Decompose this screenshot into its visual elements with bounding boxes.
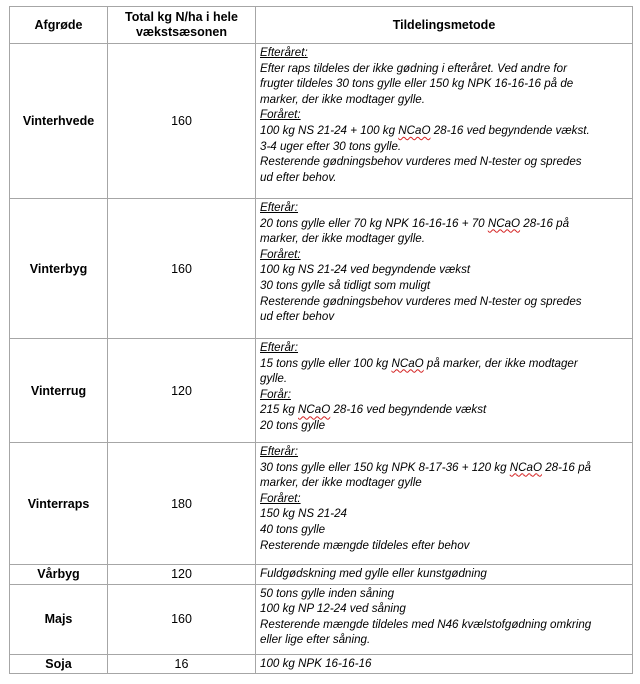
page: [9, 6, 633, 674]
season-label: Efterår:: [260, 341, 299, 354]
method-line: Fuldgødskning med gylle eller kunstgødning: [260, 567, 487, 580]
fertilizer-table: [9, 6, 633, 674]
method-line: 100 kg NPK 16-16-16: [260, 656, 372, 670]
table-row: [10, 654, 633, 674]
table-row: [10, 584, 633, 654]
method-cell: [256, 443, 633, 565]
season-label: Foråret:: [260, 491, 301, 505]
header-total: [108, 7, 256, 44]
method-line: gylle.: [260, 372, 288, 386]
crop-cell: Vinterrug: [10, 339, 108, 443]
method-line: 40 tons gylle: [260, 522, 326, 536]
method-cell: [256, 565, 633, 585]
method-line: 15 tons gylle eller 100 kg NCaO på marker, der ikke modtager: [260, 356, 578, 370]
method-line: 30 tons gylle eller 150 kg NPK 8-17-36 + 120 kg NCaO 28-16 på: [260, 460, 591, 474]
method-line: ud efter behov: [260, 310, 335, 324]
method-line: 100 kg NS 21-24 + 100 kg NCaO 28-16 ved begyndende vækst.: [260, 123, 590, 137]
season-label: Foråret:: [260, 108, 301, 122]
total-n-cell: 180: [108, 443, 256, 565]
crop-cell: Vinterbyg: [10, 199, 108, 339]
method-cell: [256, 339, 633, 443]
method-line: Resterende gødningsbehov vurderes med N-tester og spredes: [260, 294, 582, 308]
method-cell: [256, 654, 633, 674]
method-line: Resterende mængde tildeles efter behov: [260, 538, 470, 552]
season-label: Efteråret:: [260, 46, 308, 59]
method-cell: [256, 44, 633, 199]
header-crop: Afgrøde: [10, 7, 108, 44]
header-total-line2: vækstsæsonen: [135, 25, 227, 39]
header-total-line1: Total kg N/ha i hele: [125, 10, 238, 24]
table-row: [10, 339, 633, 443]
method-line: 215 kg NCaO 28-16 ved begyndende vækst: [260, 403, 487, 417]
method-line: 30 tons gylle så tidligt som muligt: [260, 278, 431, 292]
season-label: Foråret:: [260, 247, 301, 261]
method-line: 100 kg NP 12-24 ved såning: [260, 602, 406, 616]
method-line: ud efter behov.: [260, 170, 337, 184]
method-line: 100 kg NS 21-24 ved begyndende vækst: [260, 263, 471, 277]
table-header-row: [10, 7, 633, 44]
method-line: 20 tons gylle eller 70 kg NPK 16-16-16 + 70 NCaO 28-16 på: [260, 216, 570, 230]
method-line: Efter raps tildeles der ikke gødning i efteråret. Ved andre for: [260, 61, 567, 75]
table-row: [10, 443, 633, 565]
total-n-cell: 120: [108, 565, 256, 585]
season-label: Efterår:: [260, 445, 299, 458]
method-line: 50 tons gylle inden såning: [260, 586, 395, 600]
total-n-cell: 160: [108, 584, 256, 654]
table-row: [10, 565, 633, 585]
table-row: [10, 199, 633, 339]
method-cell: [256, 199, 633, 339]
total-n-cell: 16: [108, 654, 256, 674]
method-line: marker, der ikke modtager gylle.: [260, 232, 425, 246]
total-n-cell: 160: [108, 44, 256, 199]
method-line: 20 tons gylle: [260, 418, 326, 432]
total-n-cell: 120: [108, 339, 256, 443]
method-line: marker, der ikke modtager gylle: [260, 476, 422, 490]
method-cell: [256, 584, 633, 654]
header-method: Tildelingsmetode: [256, 7, 633, 44]
method-line: 150 kg NS 21-24: [260, 507, 348, 521]
method-line: Resterende gødningsbehov vurderes med N-tester og spredes: [260, 155, 582, 169]
table-body: [10, 44, 633, 674]
season-label: Efterår:: [260, 201, 299, 214]
crop-cell: Vinterhvede: [10, 44, 108, 199]
season-label: Forår:: [260, 387, 291, 401]
crop-cell: Soja: [10, 654, 108, 674]
crop-cell: Vårbyg: [10, 565, 108, 585]
method-line: marker, der ikke modtager gylle.: [260, 92, 425, 106]
crop-cell: Vinterraps: [10, 443, 108, 565]
method-line: eller lige efter såning.: [260, 633, 371, 647]
method-line: Resterende mængde tildeles med N46 kvælstofgødning omkring: [260, 617, 592, 631]
total-n-cell: 160: [108, 199, 256, 339]
method-line: frugter tildeles 30 tons gylle eller 150 kg NPK 16-16-16 på de: [260, 77, 574, 91]
method-line: 3-4 uger efter 30 tons gylle.: [260, 139, 402, 153]
table-row: [10, 44, 633, 199]
crop-cell: Majs: [10, 584, 108, 654]
